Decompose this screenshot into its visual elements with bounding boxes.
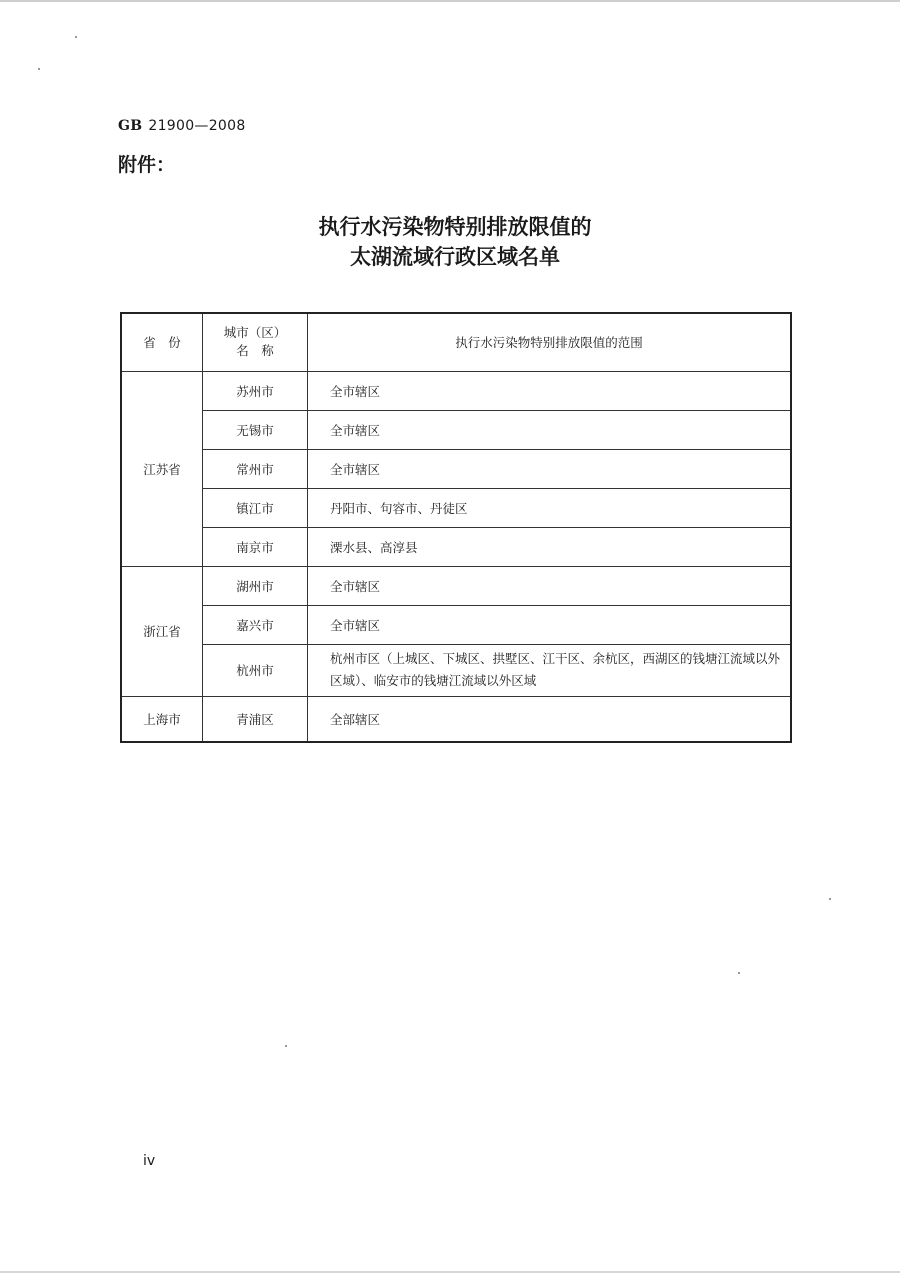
standard-code: 21900—2008: [148, 118, 246, 134]
city-cell: 嘉兴市: [203, 605, 308, 644]
table-row: [121, 566, 791, 605]
scan-speckle: [829, 898, 831, 900]
document-title: [0, 212, 900, 272]
scan-speckle: [738, 972, 740, 974]
standard-number: [118, 118, 246, 134]
scope-cell: 溧水县、高淳县: [308, 527, 792, 566]
city-cell: 常州市: [203, 449, 308, 488]
city-cell: 无锡市: [203, 410, 308, 449]
standard-prefix: GB: [118, 118, 143, 134]
table-row: [121, 449, 791, 488]
table-row: [121, 605, 791, 644]
region-table: [120, 312, 792, 743]
page-number: iv: [143, 1153, 156, 1169]
scope-cell: 全市辖区: [308, 410, 792, 449]
city-cell: 湖州市: [203, 566, 308, 605]
header-province: 省 份: [121, 313, 203, 371]
province-cell: 浙江省: [121, 566, 203, 696]
scope-cell: 丹阳市、句容市、丹徒区: [308, 488, 792, 527]
scope-cell: 全市辖区: [308, 605, 792, 644]
province-cell: 上海市: [121, 696, 203, 742]
scan-speckle: [75, 36, 77, 38]
scan-speckle: [38, 68, 40, 70]
scope-cell: 全市辖区: [308, 566, 792, 605]
header-scope: 执行水污染物特别排放限值的范围: [308, 313, 792, 371]
city-cell: 镇江市: [203, 488, 308, 527]
table-row: [121, 410, 791, 449]
city-cell: 杭州市: [203, 644, 308, 696]
city-cell: 苏州市: [203, 371, 308, 410]
scope-cell: 全市辖区: [308, 371, 792, 410]
scan-edge-top: [0, 0, 900, 2]
city-cell: 南京市: [203, 527, 308, 566]
title-line-1: 执行水污染物特别排放限值的: [318, 214, 592, 239]
table-header-row: [121, 313, 791, 371]
scope-cell: 全市辖区: [308, 449, 792, 488]
table-row: [121, 696, 791, 742]
scope-cell: 杭州市区（上城区、下城区、拱墅区、江干区、余杭区，西湖区的钱塘江流域以外区域）、临安市的钱塘江流域以外区域: [308, 644, 792, 696]
table-row: [121, 527, 791, 566]
city-cell: 青浦区: [203, 696, 308, 742]
header-city-line-1: 城市（区）: [223, 325, 287, 341]
attachment-label: 附件：: [118, 154, 176, 176]
header-city-line-2: 名 称: [236, 343, 274, 359]
table-row: [121, 644, 791, 696]
table-row: [121, 371, 791, 410]
table-row: [121, 488, 791, 527]
title-line-2: 太湖流域行政区域名单: [350, 244, 560, 269]
scan-speckle: [285, 1045, 287, 1047]
scope-cell: 全部辖区: [308, 696, 792, 742]
header-city: [203, 313, 308, 371]
province-cell: 江苏省: [121, 371, 203, 566]
